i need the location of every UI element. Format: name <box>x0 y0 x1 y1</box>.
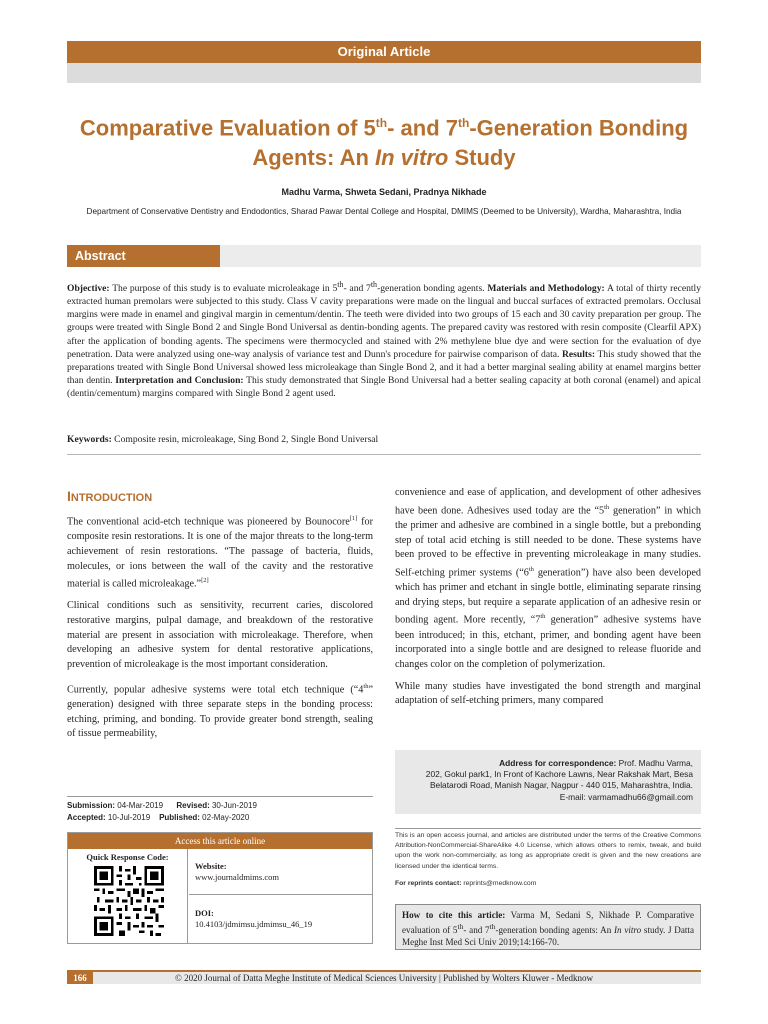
dates-row-2 <box>67 812 373 824</box>
access-box-heading: Access this article online <box>68 833 372 849</box>
right-p1-c: generation”) have also been developed which has primer and etchant in single bottle, eliminating separate rinsing and drying steps, but require a separate application of an adhesive resin or bonding agent. More recently, “7 <box>395 567 701 626</box>
accepted-date: 10-Jul-2019 <box>105 813 151 822</box>
conclusion-text: This study demonstrated that Single Bond Universal had a better sealing capacity at both coronal (enamel) and apical (dentin/cementum) margins compared with Single Bond 2 agent used. <box>67 374 701 399</box>
citation-text-c: -generation bonding agents: An <box>495 925 615 936</box>
keywords-text: Composite resin, microleakage, Sing Bond 2, Single Bond Universal <box>111 434 379 445</box>
right-p1-sup3: th <box>540 613 546 621</box>
methods-label: Materials and Methodology: <box>487 283 605 295</box>
introduction-heading-first: I <box>67 488 71 504</box>
intro-p3-sup: th <box>363 682 369 690</box>
intro-paragraph-2: Clinical conditions such as sensitivity, recurrent caries, discolored restorative margins, pulpal damage, and breakdown of the restorative material are present in association with microleakage. Therefore, when developing an adhesive system for dental restorative applications, prevention of microleakage is the most important consideration. <box>67 600 373 671</box>
objective-text-b: - and 7 <box>343 283 371 295</box>
affiliation: Department of Conservative Dentistry and Endodontics, Sharad Pawar Dental College and Hospital, DMIMS (Deemed to be University), Wardha, Maharashtra, India <box>86 207 682 216</box>
intro-p1-a: The conventional acid-etch technique was pioneered by Bounocore <box>67 516 350 528</box>
right-paragraph-1 <box>395 486 701 673</box>
intro-p3-b: ” generation) designed with three separate steps in the bonding process: etching, priming, and bonding. To provide greater bond strength, sealing of tissue permeability, <box>67 684 373 740</box>
right-p1-b: generation” in which the primer and adhesive are combined in a single bottle, but a prebonding step of total acid etching is still needed to be done. These systems have been proved to be effective in preventing microleakage in many studies. Self-etching primer systems (“6 <box>395 505 701 579</box>
introduction-heading-rest: NTRODUCTION <box>70 492 153 504</box>
title-sup1: th <box>375 116 388 130</box>
conclusion-label: Interpretation and Conclusion: <box>115 374 244 386</box>
citation-sup2: th <box>489 922 496 931</box>
submission-date: 04-Mar-2019 <box>115 801 164 810</box>
reprints-label: For reprints contact: <box>395 880 462 887</box>
citation-text-a: Varma M, Sedani S, Nikhade P. Comparative evaluation of 5 <box>402 910 694 936</box>
correspondence-name: Prof. Madhu Varma, <box>616 758 693 768</box>
title-line2b: Study <box>448 145 516 171</box>
citation-italic: In vitro <box>614 925 642 936</box>
keywords-label: Keywords: <box>67 434 112 445</box>
right-column <box>395 486 701 716</box>
intro-p3-a: Currently, popular adhesive systems were total etch technique (“4 <box>67 684 364 696</box>
title-part3: -Generation Bonding <box>469 115 689 141</box>
website-label: Website: <box>195 861 227 871</box>
article-type-banner: Original Article <box>67 41 701 63</box>
citation-label: How to cite this article: <box>402 910 506 920</box>
intro-p1-ref1: [1] <box>349 515 358 522</box>
right-p1-a: convenience and ease of application, and development of other adhesives have been done. Adhesives used today are the “5 <box>395 487 701 517</box>
methods-text: A total of thirty recently extracted human premolars were subjected to this study. Class V cavity preparations were made on the lingual and buccal surfaces of extracted premolars. Occlusal margins were made in enamel and gingival margin in cementum/dentin. The teeth were divided into two groups of 15 each and 30 cavity preparation per group. The groups were treated with Single Bond 2 and Single Bond Universal as dentin-bonding agents. The prepared cavity was restored with resin composite (Clearfil APX) after the application of bonding agents. The specimens were thermocycled and stained with 2% methylene blue dye and were section for the evaluation of dye penetration. Data were analyzed using one-way analysis of variance test and Dunn's procedure for pairwise comparison of data. <box>67 283 702 360</box>
revised-date: 30-Jun-2019 <box>209 801 257 810</box>
correspondence-line-1: 202, Gokul park1, In Front of Kachore Lawns, Near Rakshak Mart, Besa <box>425 769 693 780</box>
page-footer <box>67 970 701 984</box>
intro-paragraph-3 <box>67 680 373 742</box>
title-part1: Comparative Evaluation of 5 <box>79 115 376 141</box>
article-title <box>67 108 701 173</box>
reprints-email[interactable]: reprints@medknow.com <box>461 880 537 887</box>
published-date: 02-May-2020 <box>199 813 250 822</box>
keywords-divider <box>67 454 701 455</box>
left-column <box>67 512 373 749</box>
access-article-box <box>67 832 373 944</box>
results-text: This study showed that the preparations treated with Single Bond Universal showed less microleakage than Single Bond 2, and it had a better marginal sealing ability at enamel margins better than dentin. <box>67 348 701 386</box>
abstract-text <box>67 278 701 400</box>
qr-column <box>68 849 188 943</box>
reprints-contact <box>395 880 701 887</box>
correspondence-email[interactable]: E-mail: varmamadhu66@gmail.com <box>559 791 693 802</box>
intro-p1-b: for composite resin restorations. It is one of the major threats to the long-term achievement of resin restorations. “The passage of bacteria, fluids, molecules, or ions between the wall of the cavity and the restorative material is called microleakage.” <box>67 516 373 590</box>
objective-text-c: -generation bonding agents. <box>377 283 488 295</box>
objective-label: Objective: <box>67 283 110 295</box>
citation-sup1: th <box>457 922 464 931</box>
correspondence-box <box>395 750 701 814</box>
doi-row <box>189 895 372 943</box>
banner-gray-band <box>67 63 701 83</box>
citation-text-d: study. J Datta Meghe Inst Med Sci Univ 2019;14:166-70. <box>402 925 694 948</box>
objective-text-a: The purpose of this study is to evaluate microleakage in 5 <box>109 283 338 295</box>
title-italic: In vitro <box>375 145 449 171</box>
citation-text-b: - and 7 <box>463 925 490 936</box>
correspondence-line-2: Belatarodi Road, Manish Nagar, Nagpur - 440 015, Maharashtra, India. <box>429 780 693 791</box>
qr-label: Quick Response Code: <box>86 852 169 862</box>
submission-dates <box>67 796 373 824</box>
doi-link[interactable]: 10.4103/jdmimsu.jdmimsu_46_19 <box>195 919 313 929</box>
right-paragraph-2: While many studies have investigated the bond strength and marginal adaptation of self-etching primers, many compared <box>395 680 701 707</box>
objective-sup2: th <box>370 280 378 289</box>
right-p1-sup1: th <box>604 503 610 511</box>
introduction-heading <box>67 488 152 504</box>
authors: Madhu Varma, Shweta Sedani, Pradnya Nikhade <box>281 187 487 197</box>
objective-sup1: th <box>337 280 344 289</box>
abstract-heading: Abstract <box>67 245 220 267</box>
correspondence-label: Address for correspondence: <box>499 758 617 768</box>
footer-copyright: © 2020 Journal of Datta Meghe Institute of Medical Sciences University | Published by Wolters Kluwer - Medknow <box>175 973 593 983</box>
qr-code-icon[interactable] <box>94 866 164 936</box>
intro-paragraph-1 <box>67 512 373 592</box>
license-text: This is an open access journal, and articles are distributed under the terms of the Creative Commons Attribution-NonCommercial-ShareAlike 4.0 License, which allows others to remix, tweak, and build upon the work non-commercially, as long as appropriate credit is given and the new creations are licensed under the identical terms. <box>395 828 701 872</box>
title-line2a: Agents: An <box>252 145 376 171</box>
website-row <box>189 849 372 895</box>
correspondence-line-0 <box>403 758 693 769</box>
title-part2: - and 7 <box>387 115 458 141</box>
doi-label: DOI: <box>195 908 214 918</box>
revised-label: Revised: <box>176 801 210 810</box>
keywords <box>67 433 701 446</box>
intro-p1-ref2: [2] <box>201 577 209 585</box>
citation-box <box>395 904 701 950</box>
right-p1-sup2: th <box>528 565 534 573</box>
page-number: 166 <box>67 972 93 984</box>
website-link[interactable]: www.journaldmims.com <box>195 872 279 882</box>
dates-row-1 <box>67 800 373 812</box>
results-label: Results: <box>562 348 596 360</box>
right-p1-d: generation” adhesive systems have been introduced; in this, etchant, primer, and bonding agent have been incorporated into a single bottle and are designed to release fluoride and changes color on the completion of polymerization. <box>395 614 701 670</box>
title-sup2: th <box>458 116 470 130</box>
published-label: Published: <box>159 813 200 822</box>
accepted-label: Accepted: <box>67 813 106 822</box>
submission-label: Submission: <box>67 801 116 810</box>
